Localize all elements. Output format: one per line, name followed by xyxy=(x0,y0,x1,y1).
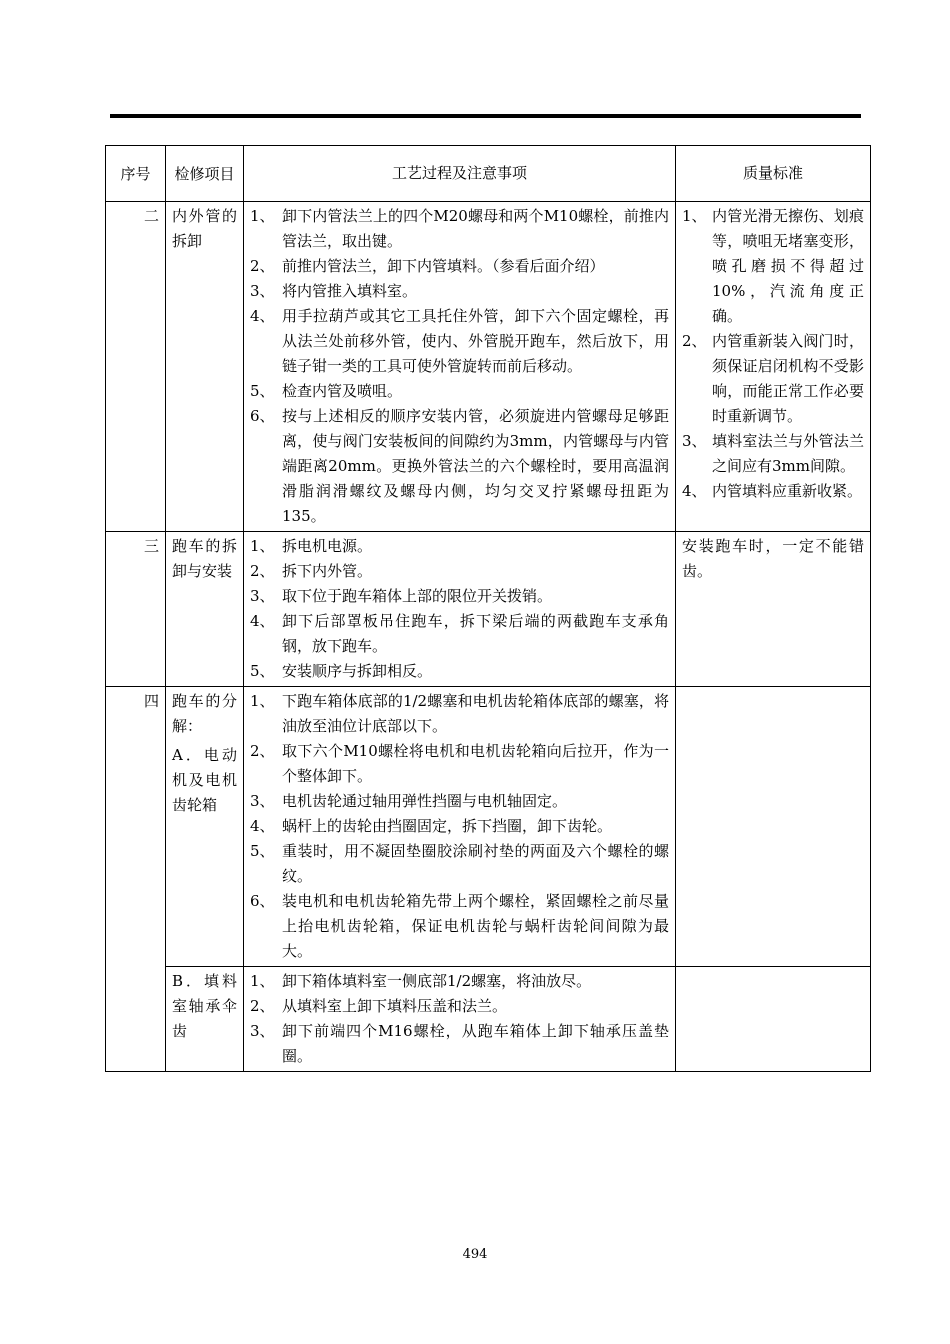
list-item: 3、 将内管推入填料室。 xyxy=(250,282,418,300)
row-item xyxy=(166,687,244,967)
list-item: 6、 按与上述相反的顺序安装内管，必须旋进内管螺母足够距离，使与阀门安装板间的间隙约为3mm，内管螺母与内管端距离20mm。更换外管法兰的六个螺栓时，要用高温润滑脂润滑螺纹及螺母内侧，均匀交叉拧紧螺母扭距为135。 xyxy=(250,407,669,525)
list-item: 4、 内管填料应重新收紧。 xyxy=(682,482,863,500)
list-item: 1、 下跑车箱体底部的1/2螺塞和电机齿轮箱体底部的螺塞，将油放至油位计底部以下。 xyxy=(250,692,669,735)
row-item: 内外管的拆卸 xyxy=(166,202,244,532)
list-item: 2、 前推内管法兰，卸下内管填料。（参看后面介绍） xyxy=(250,257,605,275)
item-subtitle: A．电动机及电机齿轮箱 xyxy=(172,746,237,814)
row-item: 跑车的拆卸与安装 xyxy=(166,532,244,687)
list-item: 5、 重装时，用不凝固垫圈胶涂刷衬垫的两面及六个螺栓的螺纹。 xyxy=(250,842,669,885)
row-seq: 三 xyxy=(106,532,166,687)
list-item: 2、 从填料室上卸下填料压盖和法兰。 xyxy=(250,997,508,1015)
item-title: 跑车的分解： xyxy=(172,692,237,735)
list-item: 3、 卸下前端四个M16螺栓，从跑车箱体上卸下轴承压盖垫圈。 xyxy=(250,1022,669,1065)
list-item: 2、 取下六个M10螺栓将电机和电机齿轮箱向后拉开，作为一个整体卸下。 xyxy=(250,742,669,785)
quality-standards xyxy=(676,202,871,532)
process-steps xyxy=(244,532,676,687)
row-seq: 四 xyxy=(106,687,166,1072)
header-item: 检修项目 xyxy=(166,146,244,202)
table-header-row xyxy=(106,146,871,202)
page-number: 494 xyxy=(462,1247,488,1262)
list-item: 5、 检查内管及喷咀。 xyxy=(250,382,403,400)
quality-standards xyxy=(676,967,871,1072)
quality-standards xyxy=(676,687,871,967)
list-item: 1、 拆电机电源。 xyxy=(250,537,373,555)
row-item: B．填料室轴承伞齿 xyxy=(166,967,244,1072)
quality-standards xyxy=(676,532,871,687)
list-item: 4、 用手拉葫芦或其它工具托住外管，卸下六个固定螺栓，再从法兰处前移外管，使内、外管脱开跑车，然后放下，用链子钳一类的工具可使外管旋转而前后移动。 xyxy=(250,307,669,375)
table-row xyxy=(106,687,871,967)
list-item: 4、 蜗杆上的齿轮由挡圈固定，拆下挡圈，卸下齿轮。 xyxy=(250,817,613,835)
maintenance-table xyxy=(105,145,871,1072)
list-item: 5、 安装顺序与拆卸相反。 xyxy=(250,662,433,680)
row-seq: 二 xyxy=(106,202,166,532)
process-steps xyxy=(244,967,676,1072)
header-quality: 质量标准 xyxy=(676,146,871,202)
table-row xyxy=(106,532,871,687)
list-item: 4、 卸下后部罩板吊住跑车，拆下梁后端的两截跑车支承角钢，放下跑车。 xyxy=(250,612,669,655)
list-item: 2、 拆下内外管。 xyxy=(250,562,373,580)
list-item: 2、 内管重新装入阀门时，须保证启闭机构不受影响，而能正常工作必要时重新调节。 xyxy=(682,332,864,425)
list-item: 6、 装电机和电机齿轮箱先带上两个螺栓，紧固螺栓之前尽量上抬电机齿轮箱，保证电机齿轮与蜗杆齿轮间间隙为最大。 xyxy=(250,892,669,960)
quality-text: 安装跑车时，一定不能错齿。 xyxy=(682,537,864,580)
header-rule xyxy=(110,114,861,118)
process-steps xyxy=(244,687,676,967)
list-item: 1、 内管光滑无擦伤、划痕等，喷咀无堵塞变形，喷孔磨损不得超过10%，汽流角度正确。 xyxy=(682,207,864,325)
process-steps xyxy=(244,202,676,532)
header-process: 工艺过程及注意事项 xyxy=(244,146,676,202)
header-seq: 序号 xyxy=(106,146,166,202)
list-item: 1、 卸下内管法兰上的四个M20螺母和两个M10螺栓，前推内管法兰，取出键。 xyxy=(250,207,669,250)
table-row xyxy=(106,202,871,532)
table-row xyxy=(106,967,871,1072)
list-item: 3、 取下位于跑车箱体上部的限位开关拨销。 xyxy=(250,587,553,605)
list-item: 1、 卸下箱体填料室一侧底部1/2螺塞，将油放尽。 xyxy=(250,972,592,990)
list-item: 3、 电机齿轮通过轴用弹性挡圈与电机轴固定。 xyxy=(250,792,568,810)
list-item: 3、 填料室法兰与外管法兰之间应有3mm间隙。 xyxy=(682,432,864,475)
